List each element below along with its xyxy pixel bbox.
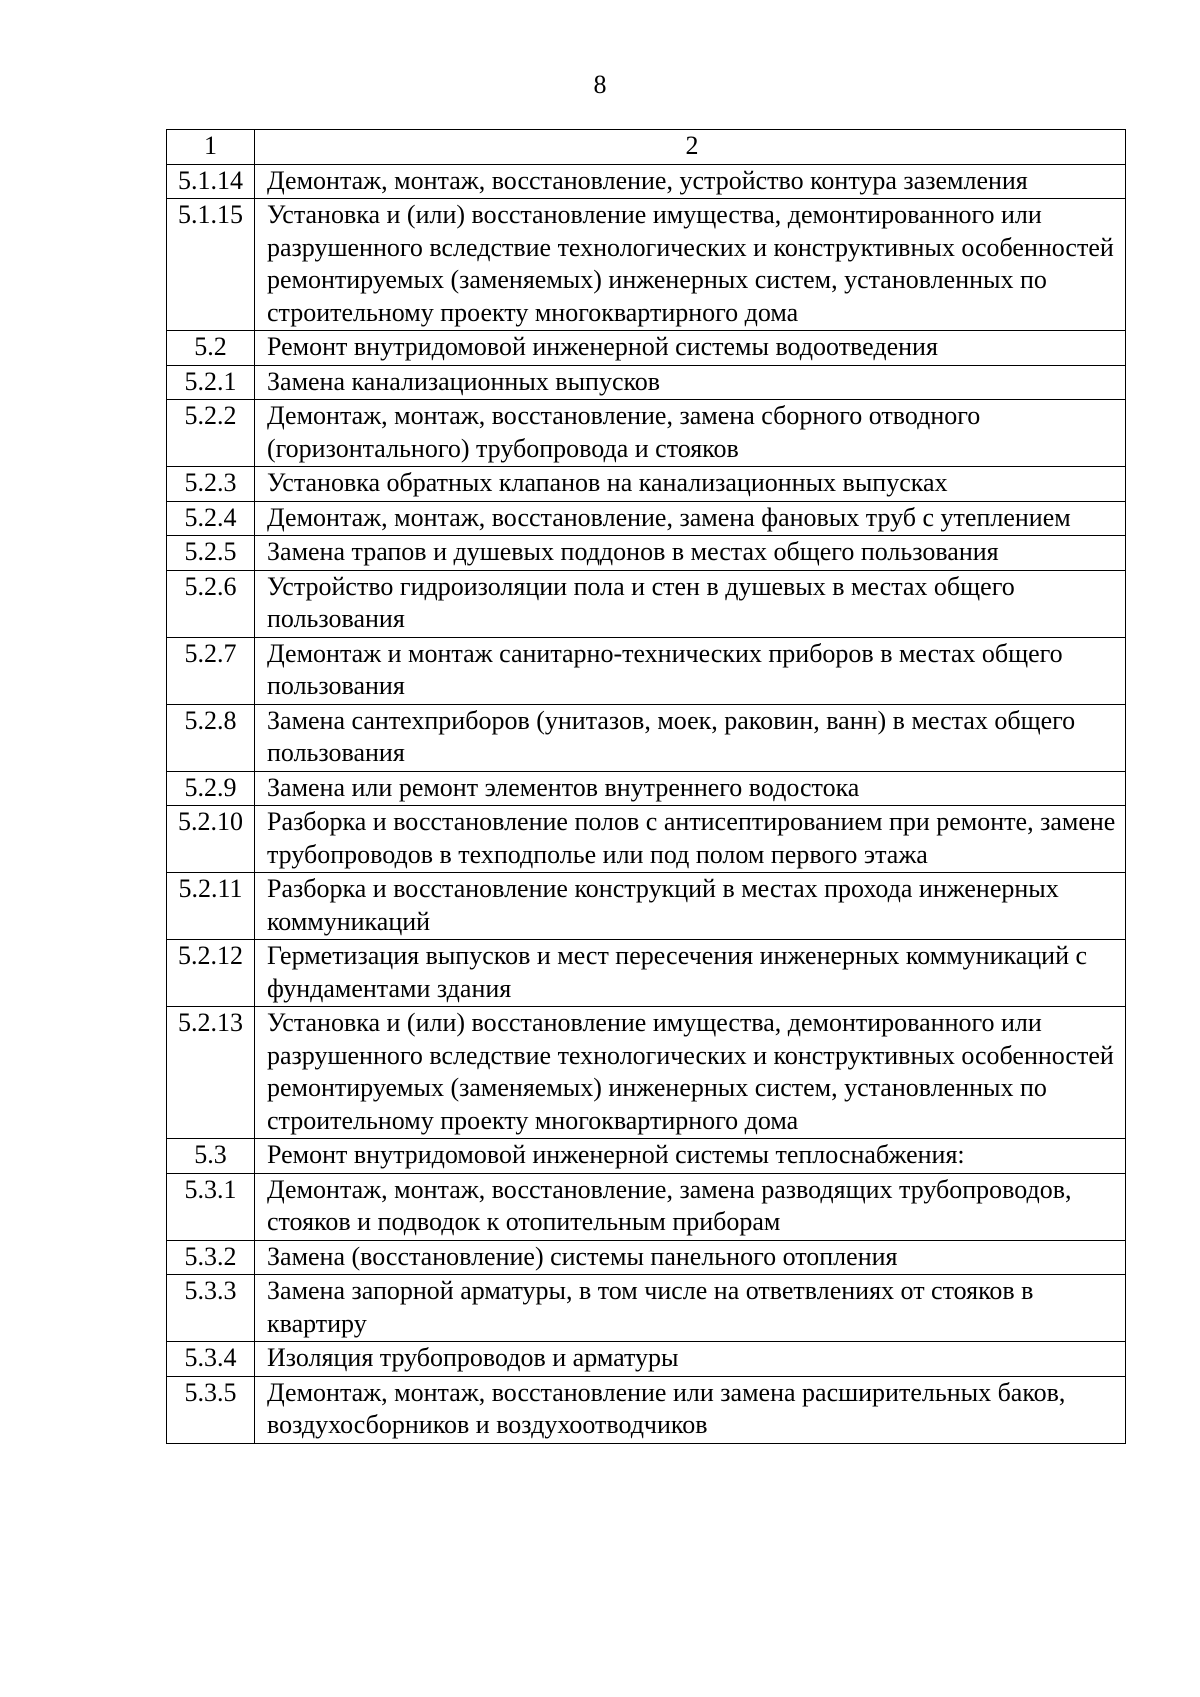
row-number-cell: 5.2.5: [167, 536, 255, 571]
row-description-cell: Устройство гидроизоляции пола и стен в душевых в местах общего пользования: [255, 570, 1126, 637]
row-description-cell: Установка обратных клапанов на канализационных выпусках: [255, 467, 1126, 502]
row-number-cell: 5.1.15: [167, 199, 255, 331]
table-row: [167, 1240, 1126, 1275]
row-description-cell: Демонтаж, монтаж, восстановление, замена разводящих трубопроводов, стояков и подводок к отопительным приборам: [255, 1173, 1126, 1240]
row-number-cell: 5.3.1: [167, 1173, 255, 1240]
row-number-cell: 5.2.10: [167, 806, 255, 873]
row-description-cell: Замена трапов и душевых поддонов в местах общего пользования: [255, 536, 1126, 571]
row-description-cell: Замена сантехприборов (унитазов, моек, раковин, ванн) в местах общего пользования: [255, 704, 1126, 771]
table-row: [167, 1139, 1126, 1174]
page-number: 8: [593, 70, 607, 99]
works-table: [166, 129, 1126, 1444]
row-number-cell: 5.2.12: [167, 940, 255, 1007]
table-row: [167, 331, 1126, 366]
header-cell-description: 2: [255, 130, 1126, 165]
row-number-cell: 5.2.7: [167, 637, 255, 704]
row-number-cell: 5.2.4: [167, 501, 255, 536]
table-row: [167, 1342, 1126, 1377]
row-number-cell: 5.2.9: [167, 771, 255, 806]
table-row: [167, 1173, 1126, 1240]
row-description-cell: Замена (восстановление) системы панельного отопления: [255, 1240, 1126, 1275]
row-number-cell: 5.2.11: [167, 873, 255, 940]
table-row: [167, 1007, 1126, 1139]
row-description-cell: Демонтаж, монтаж, восстановление или замена расширительных баков, воздухосборников и воздухоотводчиков: [255, 1376, 1126, 1443]
table-row: [167, 467, 1126, 502]
row-description-cell: Разборка и восстановление конструкций в местах прохода инженерных коммуникаций: [255, 873, 1126, 940]
row-number-cell: 5.2.6: [167, 570, 255, 637]
row-description-cell: Демонтаж и монтаж санитарно-технических приборов в местах общего пользования: [255, 637, 1126, 704]
row-description-cell: Ремонт внутридомовой инженерной системы теплоснабжения:: [255, 1139, 1126, 1174]
table-row: [167, 164, 1126, 199]
row-number-cell: 5.3.2: [167, 1240, 255, 1275]
row-description-cell: Демонтаж, монтаж, восстановление, замена сборного отводного (горизонтального) трубопровода и стояков: [255, 400, 1126, 467]
row-description-cell: Замена или ремонт элементов внутреннего водостока: [255, 771, 1126, 806]
row-number-cell: 5.2.1: [167, 365, 255, 400]
row-description-cell: Изоляция трубопроводов и арматуры: [255, 1342, 1126, 1377]
row-number-cell: 5.3: [167, 1139, 255, 1174]
row-number-cell: 5.2.8: [167, 704, 255, 771]
table-row: [167, 806, 1126, 873]
row-description-cell: Герметизация выпусков и мест пересечения инженерных коммуникаций с фундаментами здания: [255, 940, 1126, 1007]
table-row: [167, 637, 1126, 704]
header-cell-number: 1: [167, 130, 255, 165]
table-row: [167, 400, 1126, 467]
table-row: [167, 570, 1126, 637]
row-number-cell: 5.2.13: [167, 1007, 255, 1139]
table-body: [167, 130, 1126, 1444]
row-number-cell: 5.3.3: [167, 1275, 255, 1342]
table-row: [167, 873, 1126, 940]
row-number-cell: 5.2: [167, 331, 255, 366]
table-row: [167, 940, 1126, 1007]
row-description-cell: Установка и (или) восстановление имущества, демонтированного или разрушенного вследствие технологических и конструктивных особенностей ремонтируемых (заменяемых) инженерных систем, установленных по строительному проекту многоквартирного дома: [255, 1007, 1126, 1139]
table-row: [167, 704, 1126, 771]
row-number-cell: 5.2.2: [167, 400, 255, 467]
row-description-cell: Установка и (или) восстановление имущества, демонтированного или разрушенного вследствие технологических и конструктивных особенностей ремонтируемых (заменяемых) инженерных систем, установленных по строительному проекту многоквартирного дома: [255, 199, 1126, 331]
row-description-cell: Разборка и восстановление полов с антисептированием при ремонте, замене трубопроводов в техподполье или под полом первого этажа: [255, 806, 1126, 873]
table-row: [167, 1275, 1126, 1342]
row-description-cell: Замена канализационных выпусков: [255, 365, 1126, 400]
table-header-row: [167, 130, 1126, 165]
row-description-cell: Замена запорной арматуры, в том числе на ответвлениях от стояков в квартиру: [255, 1275, 1126, 1342]
row-description-cell: Демонтаж, монтаж, восстановление, замена фановых труб с утеплением: [255, 501, 1126, 536]
table-row: [167, 536, 1126, 571]
row-number-cell: 5.3.4: [167, 1342, 255, 1377]
table-row: [167, 199, 1126, 331]
row-number-cell: 5.1.14: [167, 164, 255, 199]
table-row: [167, 365, 1126, 400]
table-row: [167, 1376, 1126, 1443]
row-number-cell: 5.3.5: [167, 1376, 255, 1443]
table-row: [167, 501, 1126, 536]
table-row: [167, 771, 1126, 806]
row-number-cell: 5.2.3: [167, 467, 255, 502]
row-description-cell: Ремонт внутридомовой инженерной системы водоотведения: [255, 331, 1126, 366]
row-description-cell: Демонтаж, монтаж, восстановление, устройство контура заземления: [255, 164, 1126, 199]
